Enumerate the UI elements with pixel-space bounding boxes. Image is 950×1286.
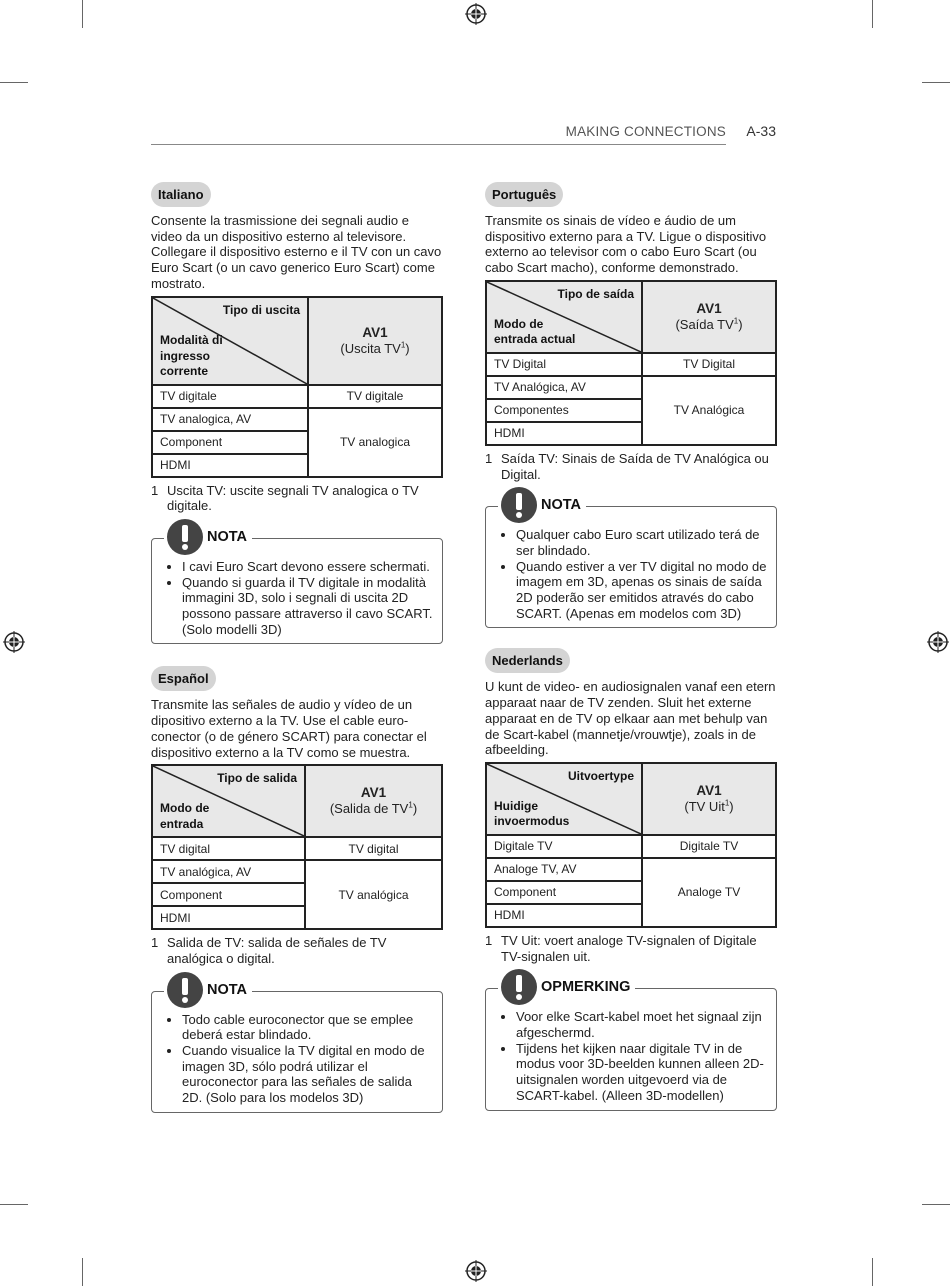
note-item: • Tijdens het kijken naar digitale TV in de modus voor 3D-beelden kunnen alleen 2D-uitsignalen worden uitgevoerd via de SCART-kabel. (Alleen 3D-modellen) xyxy=(516,1041,768,1104)
note-list xyxy=(494,527,768,621)
table-cell-input: TV digitale xyxy=(152,385,308,408)
note-item: • Quando estiver a ver TV digital no modo de imagem em 3D, apenas os sinais de saída 2D poderão ser emitidos através do cabo SCART. (Apenas em modelos com 3D) xyxy=(516,559,768,622)
table-cell-input: Component xyxy=(152,431,308,454)
language-label: Nederlands xyxy=(485,648,570,673)
language-label: Italiano xyxy=(151,182,211,207)
note-box xyxy=(485,979,777,1110)
registration-mark-icon xyxy=(465,3,487,25)
footnote xyxy=(151,483,443,514)
section-portugues xyxy=(485,182,777,628)
table-cell-input: TV Analógica, AV xyxy=(486,376,642,399)
connection-table xyxy=(485,280,777,446)
trim-mark xyxy=(922,1204,950,1205)
table-cell-input: Component xyxy=(152,883,305,906)
registration-mark-icon xyxy=(3,631,25,653)
av1-title: AV1 xyxy=(362,324,388,340)
note-box xyxy=(151,981,443,1113)
table-cell-input: HDMI xyxy=(486,422,642,445)
table-corner-header xyxy=(486,281,642,353)
footnote-text: Saída TV: Sinais de Saída de TV Analógica ou Digital. xyxy=(501,450,769,482)
av1-header: AV1 (Salida de $TV^1$) xyxy=(305,765,442,837)
intro-paragraph: Consente la trasmissione dei segnali audio e video da un dispositivo esterno al televisore. Collegare il dispositivo esterno e il TV con un cavo Euro Scart (o un cavo generico Euro Scart) come mostrato. xyxy=(151,213,442,291)
page-header xyxy=(151,121,776,145)
intro-paragraph: Transmite os sinais de vídeo e áudio de um dispositivo externo para a TV. Ligue o dispositivo externo ao televisor com o cabo Euro Scart (ou cabo Scart macho), conforme demonstrado. xyxy=(485,213,767,276)
table-cell-input: HDMI xyxy=(152,454,308,477)
table-cell-input: TV Digital xyxy=(486,353,642,376)
footnote-number: 1 xyxy=(485,450,493,466)
table-cell-input: Digitale TV xyxy=(486,835,642,858)
table-cell-output: TV analogica xyxy=(308,408,442,477)
output-type-header: Uitvoertype xyxy=(567,768,634,783)
section-title: MAKING CONNECTIONS xyxy=(565,124,726,139)
note-title: OPMERKING xyxy=(541,979,631,996)
table-cell-output: Analoge TV xyxy=(642,858,776,927)
av1-subtitle: (TV Uit xyxy=(684,798,725,814)
output-type-header: Tipo di uscita xyxy=(222,302,300,317)
footnote-text: Uscita TV: uscite segnali TV analogica o TV digitale. xyxy=(167,482,419,514)
table-cell-input: Analoge TV, AV xyxy=(486,858,642,881)
note-list xyxy=(160,559,434,638)
warning-icon xyxy=(167,519,203,555)
table-cell-output: TV analógica xyxy=(305,860,442,929)
note-box xyxy=(151,528,443,645)
section-italiano xyxy=(151,182,443,644)
note-header xyxy=(498,969,635,1005)
note-header xyxy=(164,972,252,1008)
av1-subtitle: (Salida de TV xyxy=(329,801,409,817)
footnote xyxy=(151,935,443,966)
av1-title: AV1 xyxy=(696,782,722,798)
warning-icon xyxy=(501,969,537,1005)
input-mode-header: Modo de entrada xyxy=(160,801,210,831)
note-title: NOTA xyxy=(541,497,582,514)
trim-mark xyxy=(82,1258,83,1286)
footnote xyxy=(485,933,777,964)
language-label: Português xyxy=(485,182,563,207)
warning-icon xyxy=(167,972,203,1008)
av1-header: AV1 (Uscita $TV^1$) xyxy=(308,297,442,385)
footnote-number: 1 xyxy=(485,932,493,948)
table-corner-header xyxy=(486,763,642,835)
table-cell-output: Digitale TV xyxy=(642,835,776,858)
intro-paragraph: Transmite las señales de audio y vídeo de un dipositivo externo a la TV. Use el cable euro-conector (o de género SCART) para conectar el dispositivo externo a la TV como se muestra. xyxy=(151,697,427,760)
input-mode-header: Huidige invoermodus xyxy=(494,798,570,829)
footnote xyxy=(485,451,777,482)
note-title: NOTA xyxy=(207,981,248,998)
registration-mark-icon xyxy=(465,1260,487,1282)
trim-mark xyxy=(82,0,83,28)
footnote-marker: 1 xyxy=(400,340,406,350)
table-cell-input: Component xyxy=(486,881,642,904)
trim-mark xyxy=(872,0,873,28)
footnote-marker: 1 xyxy=(724,798,730,808)
note-item: • Cuando visualice la TV digital en modo de imagen 3D, sólo podrá utilizar el euroconector para las señales de salida 2D. (Solo para los modelos 3D) xyxy=(182,1043,434,1106)
output-type-header: Tipo de saída xyxy=(557,286,634,301)
av1-title: AV1 xyxy=(360,785,387,801)
note-list xyxy=(494,1009,768,1103)
trim-mark xyxy=(0,1204,28,1205)
language-label: Español xyxy=(151,666,216,691)
footnote-marker: 1 xyxy=(408,800,413,810)
trim-mark xyxy=(872,1258,873,1286)
av1-header: AV1 (TV Uit$^1$) xyxy=(642,763,776,835)
note-box xyxy=(485,497,777,628)
input-mode-header: Modalità di ingresso corrente xyxy=(160,333,223,379)
connection-table xyxy=(151,764,443,930)
table-cell-input: TV analógica, AV xyxy=(152,860,305,883)
table-cell-input: Componentes xyxy=(486,399,642,422)
page-number: A-33 xyxy=(746,123,776,139)
av1-header: AV1 (Saída $TV^1$) xyxy=(642,281,776,353)
table-cell-output: TV digital xyxy=(305,837,442,860)
trim-mark xyxy=(922,82,950,83)
note-list xyxy=(160,1012,434,1106)
footnote-number: 1 xyxy=(151,482,159,498)
footnote-marker: 1 xyxy=(733,316,739,326)
note-item: • Qualquer cabo Euro scart utilizado terá de ser blindado. xyxy=(516,527,768,558)
note-header xyxy=(498,487,586,523)
header-rule xyxy=(151,144,726,145)
left-column xyxy=(151,182,443,1113)
input-mode-header: Modo de entrada actual xyxy=(494,316,576,347)
note-header xyxy=(164,519,252,555)
footnote-number: 1 xyxy=(151,935,159,951)
warning-icon xyxy=(501,487,537,523)
note-item: • Quando si guarda il TV digitale in modalità immagini 3D, solo i segnali di uscita 2D possono passare attraverso il cavo SCART. (Solo modelli 3D) xyxy=(182,575,434,638)
note-title: NOTA xyxy=(207,528,248,545)
trim-mark xyxy=(0,82,28,83)
section-espanol xyxy=(151,666,443,1112)
table-cell-output: TV Digital xyxy=(642,353,776,376)
table-corner-header xyxy=(152,297,308,385)
footnote-text: Salida de TV: salida de señales de TV analógica o digital. xyxy=(167,935,387,966)
table-cell-input: TV digital xyxy=(152,837,305,860)
connection-table xyxy=(485,762,777,928)
av1-subtitle: (Uscita TV xyxy=(340,340,401,356)
note-item: • Voor elke Scart-kabel moet het signaal zijn afgeschermd. xyxy=(516,1009,768,1040)
connection-table xyxy=(151,296,443,478)
table-cell-output: TV Analógica xyxy=(642,376,776,445)
right-column xyxy=(485,182,777,1111)
footnote-text: TV Uit: voert analoge TV-signalen of Digitale TV-signalen uit. xyxy=(501,932,757,964)
note-item: • Todo cable euroconector que se emplee deberá estar blindado. xyxy=(182,1012,434,1043)
note-item: • I cavi Euro Scart devono essere schermati. xyxy=(182,559,434,575)
table-cell-output: TV digitale xyxy=(308,385,442,408)
table-cell-input: HDMI xyxy=(486,904,642,927)
section-nederlands xyxy=(485,648,777,1110)
registration-mark-icon xyxy=(927,631,949,653)
table-cell-input: TV analogica, AV xyxy=(152,408,308,431)
av1-subtitle: (Saída TV xyxy=(675,316,734,332)
av1-title: AV1 xyxy=(696,300,722,316)
output-type-header: Tipo de salida xyxy=(217,771,297,786)
intro-paragraph: U kunt de video- en audiosignalen vanaf een etern apparaat naar de TV zenden. Sluit het externe apparaat en de TV op elkaar aan met behulp van de Scart-kabel (mannetje/vrouwtje), zoals in de afbeelding. xyxy=(485,679,776,758)
table-cell-input: HDMI xyxy=(152,906,305,929)
table-corner-header xyxy=(152,765,305,837)
